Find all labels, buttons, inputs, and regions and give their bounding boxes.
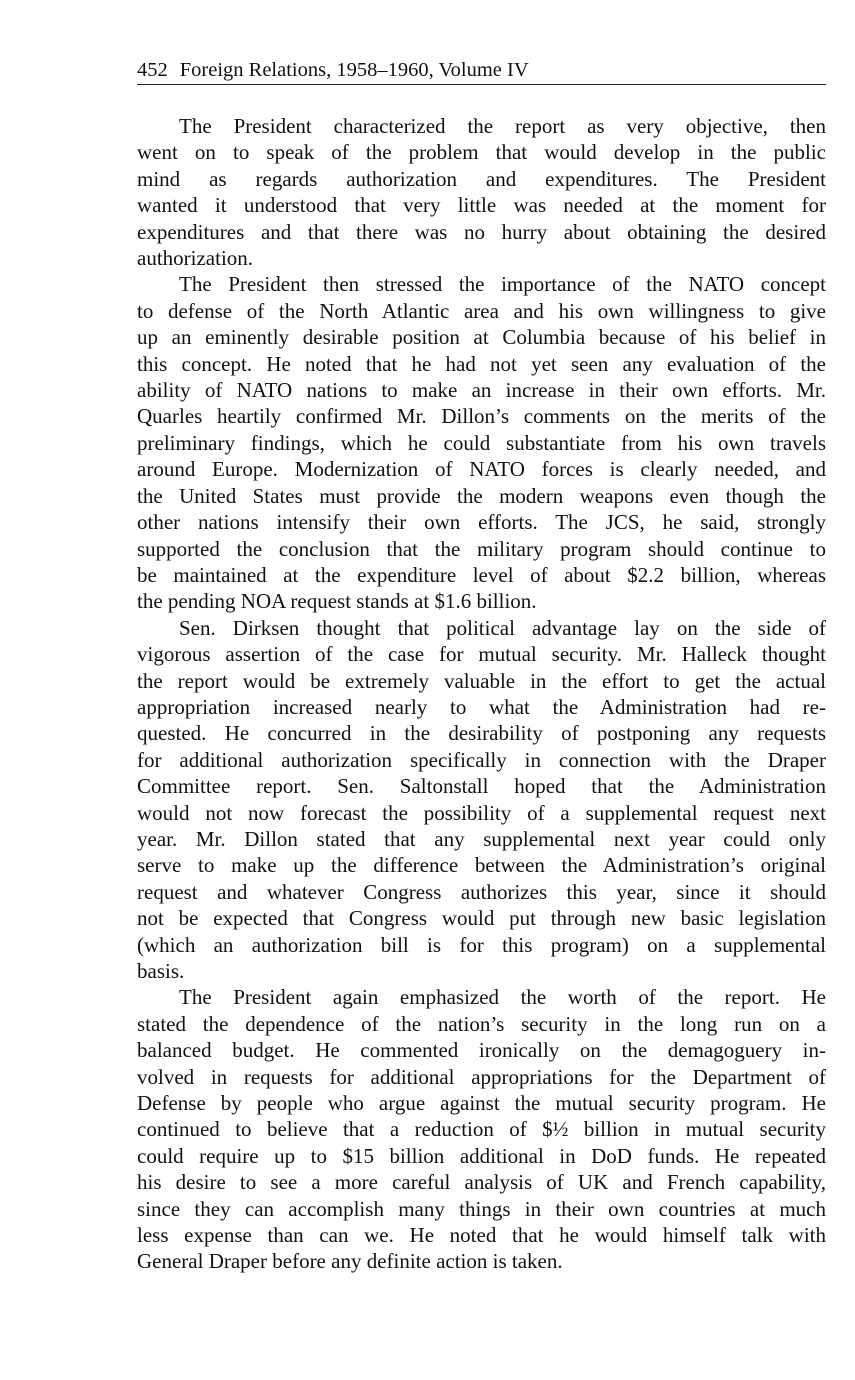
- text-line: stated the dependence of the nation’s security in the long run on a: [137, 1011, 826, 1036]
- text-line: this concept. He noted that he had not yet seen any evaluation of the: [137, 351, 826, 376]
- text-line: The President characterized the report as very objective, then: [179, 114, 826, 138]
- volume-title: Foreign Relations, 1958–1960, Volume IV: [179, 59, 529, 81]
- text-line: expenditures and that there was no hurry about obtaining the desired: [137, 219, 826, 244]
- text-line: authorization.: [137, 246, 254, 271]
- text-line: since they can accomplish many things in their own countries at much: [137, 1196, 826, 1221]
- text-line: less expense than can we. He noted that he would himself talk with: [137, 1223, 826, 1248]
- text-line: continued to believe that a reduction of $½ billion in mutual security: [137, 1117, 826, 1142]
- text-line: the report would be extremely valuable in the effort to get the actual: [137, 668, 826, 693]
- text-line: wanted it understood that very little was needed at the moment for: [137, 193, 826, 218]
- text-line: be maintained at the expenditure level of about $2.2 billion, whereas: [137, 562, 826, 587]
- text-line: would not now forecast the possibility of a supplemental request next: [137, 800, 826, 825]
- text-line: serve to make up the difference between the Administration’s original: [137, 853, 826, 878]
- text-line: other nations intensify their own efforts. The JCS, he said, strongly: [137, 510, 826, 535]
- text-line: the United States must provide the modern weapons even though the: [137, 483, 826, 508]
- text-line: to defense of the North Atlantic area and his own willingness to give: [137, 298, 826, 323]
- running-header: [137, 58, 826, 85]
- text-line: appropriation increased nearly to what the Administration had re-: [137, 694, 826, 719]
- document-body: [137, 113, 826, 1275]
- text-line: supported the conclusion that the military program should continue to: [137, 536, 826, 561]
- text-line: quested. He concurred in the desirability of postponing any requests: [137, 721, 826, 746]
- text-line: for additional authorization specifically in connection with the Draper: [137, 747, 826, 772]
- text-line: Quarles heartily confirmed Mr. Dillon’s comments on the merits of the: [137, 404, 826, 429]
- text-line: around Europe. Modernization of NATO forces is clearly needed, and: [137, 457, 826, 482]
- text-line: volved in requests for additional appropriations for the Department of: [137, 1064, 826, 1089]
- text-line: not be expected that Congress would put through new basic legislation: [137, 906, 826, 931]
- text-line: request and whatever Congress authorizes this year, since it should: [137, 879, 826, 904]
- text-line: ability of NATO nations to make an increase in their own efforts. Mr.: [137, 378, 826, 403]
- text-line: his desire to see a more careful analysis of UK and French capability,: [137, 1170, 826, 1195]
- text-line: (which an authorization bill is for this program) on a supplemental: [137, 932, 826, 957]
- text-line: year. Mr. Dillon stated that any supplemental next year could only: [137, 826, 826, 851]
- text-line: balanced budget. He commented ironically on the demagoguery in-: [137, 1038, 826, 1063]
- text-line: preliminary findings, which he could substantiate from his own travels: [137, 430, 826, 455]
- text-line: vigorous assertion of the case for mutual security. Mr. Halleck thought: [137, 642, 826, 667]
- paragraph: [137, 984, 826, 1274]
- text-line: Defense by people who argue against the mutual security program. He: [137, 1091, 826, 1116]
- text-line: could require up to $15 billion additional in DoD funds. He repeated: [137, 1143, 826, 1168]
- text-line: Sen. Dirksen thought that political advantage lay on the side of: [179, 615, 826, 640]
- text-line: basis.: [137, 959, 185, 983]
- paragraph: [137, 113, 826, 271]
- paragraph: [137, 615, 826, 985]
- text-line: The President again emphasized the worth of the report. He: [179, 985, 826, 1010]
- text-line: went on to speak of the problem that would develop in the public: [137, 140, 826, 165]
- text-line: the pending NOA request stands at $1.6 billion.: [137, 589, 537, 614]
- text-line: up an eminently desirable position at Columbia because of his belief in: [137, 325, 826, 350]
- text-line: Committee report. Sen. Saltonstall hoped that the Administration: [137, 774, 826, 799]
- text-line: General Draper before any definite action is taken.: [137, 1249, 563, 1274]
- text-line: The President then stressed the importance of the NATO concept: [179, 272, 826, 297]
- text-line: mind as regards authorization and expenditures. The President: [137, 166, 826, 191]
- page-number: 452: [137, 59, 168, 81]
- paragraph: [137, 271, 826, 614]
